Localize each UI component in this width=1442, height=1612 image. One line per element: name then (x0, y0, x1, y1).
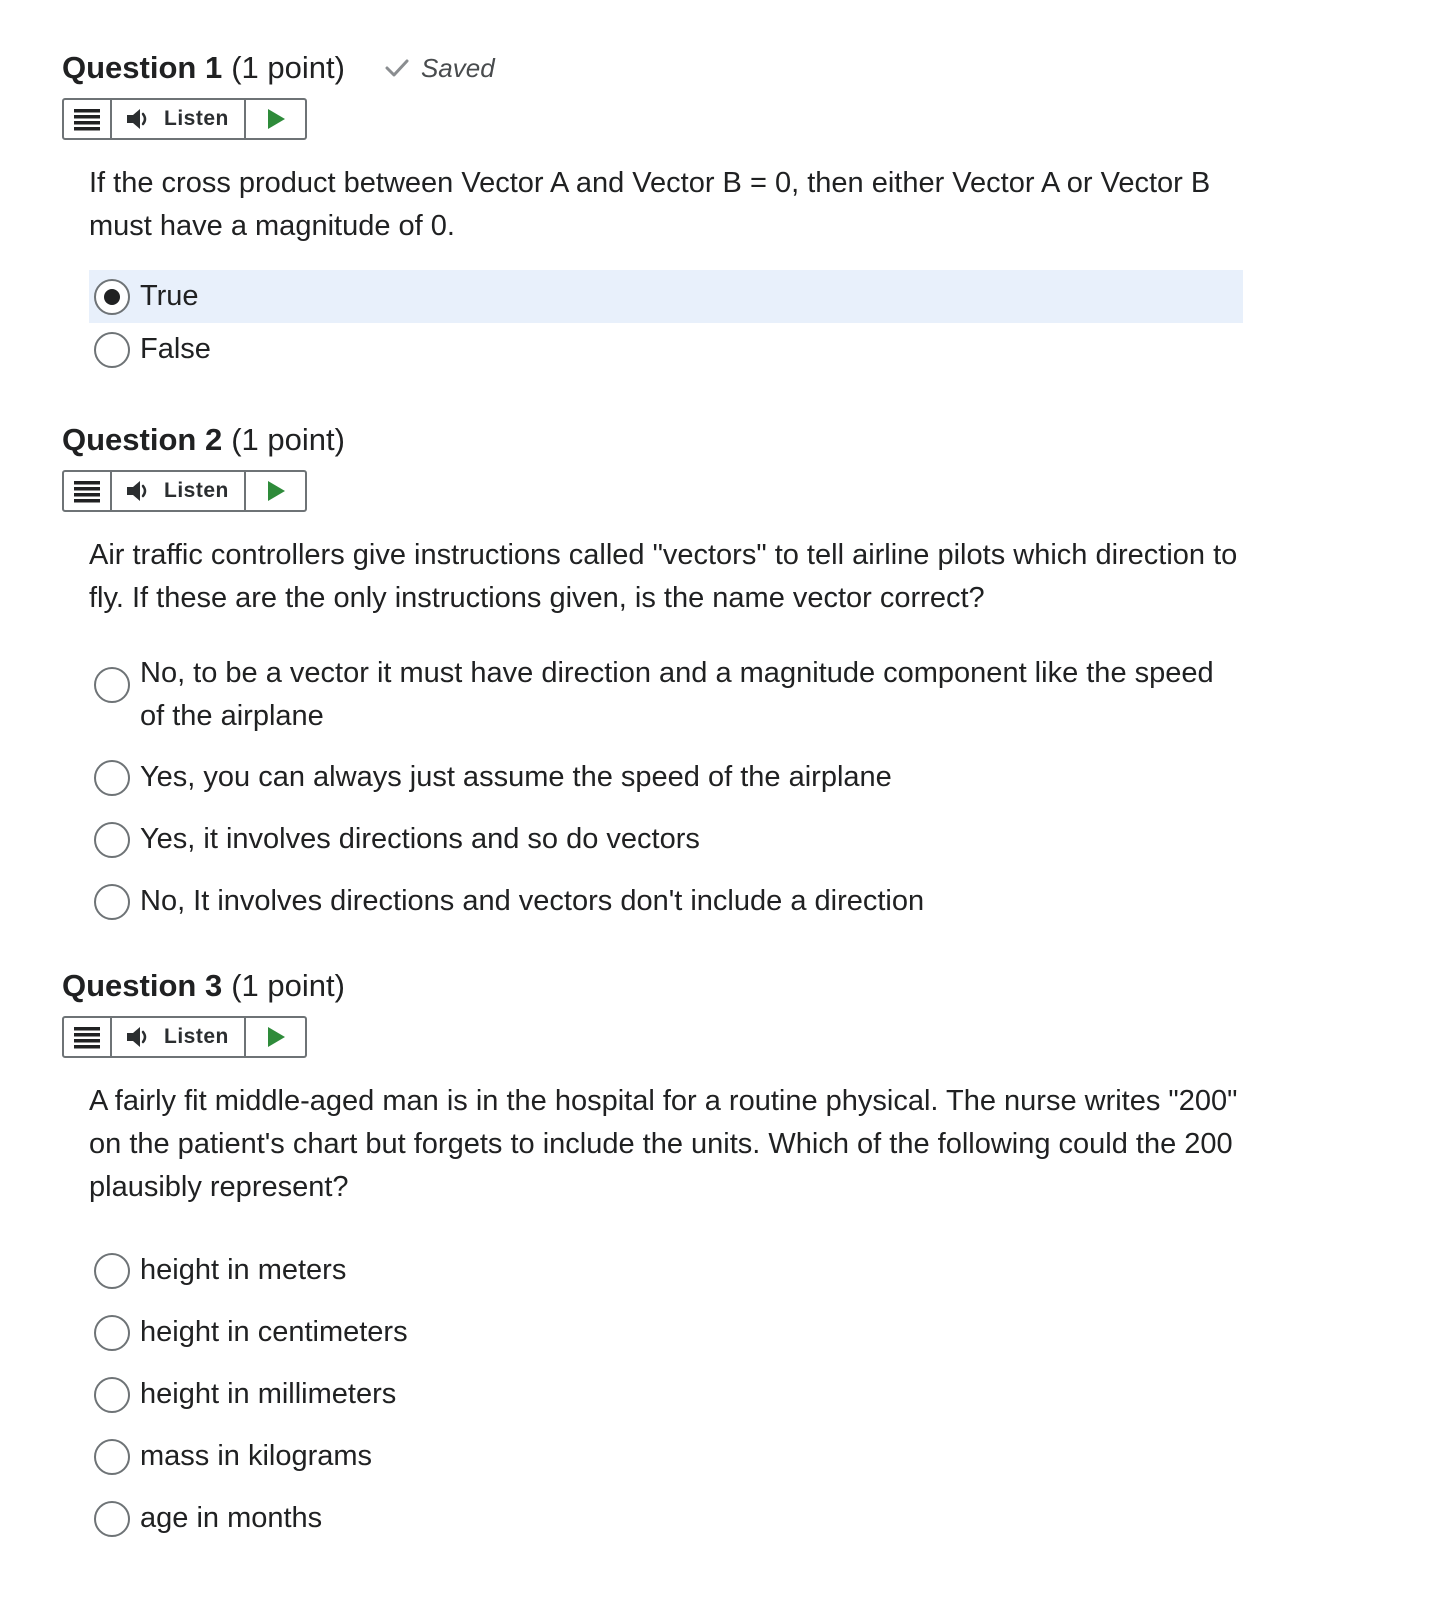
readspeaker-toolbar (62, 470, 307, 512)
question-header (62, 50, 1242, 86)
saved-status (385, 53, 495, 84)
play-icon (266, 480, 286, 502)
question-header (62, 968, 1242, 1004)
saved-label: Saved (420, 52, 495, 83)
readspeaker-menu-button[interactable] (64, 1018, 112, 1056)
answer-option[interactable] (89, 878, 1242, 940)
question-header (62, 422, 1242, 458)
answer-option[interactable] (89, 1495, 1242, 1557)
readspeaker-toolbar (62, 1016, 307, 1058)
speaker-icon (126, 1026, 152, 1048)
listen-button[interactable] (112, 472, 246, 510)
radio-button[interactable] (94, 760, 130, 796)
answer-options (89, 1247, 1242, 1557)
radio-button[interactable] (94, 1439, 130, 1475)
readspeaker-menu-button[interactable] (64, 472, 112, 510)
question-3 (62, 968, 1242, 1557)
question-points: (1 point) (231, 422, 345, 457)
answer-label: True (140, 280, 199, 312)
radio-button[interactable] (94, 1315, 130, 1351)
readspeaker-menu-button[interactable] (64, 100, 112, 138)
answer-label: height in centimeters (140, 1316, 408, 1348)
answer-label: height in millimeters (140, 1378, 397, 1410)
play-button[interactable] (246, 1018, 305, 1056)
question-1 (62, 50, 1242, 376)
question-text: Air traffic controllers give instructions called "vectors" to tell airline pilots which direction to fly. If these are the only instructions given, is the name vector correct? (89, 539, 1238, 614)
answer-option[interactable] (89, 816, 1242, 878)
listen-button[interactable] (112, 100, 246, 138)
readspeaker-toolbar (62, 98, 307, 140)
menu-icon (74, 107, 100, 131)
answer-label: age in months (140, 1502, 323, 1534)
answer-label: Yes, you can always just assume the speed of the airplane (140, 761, 892, 793)
radio-button-selected[interactable] (94, 279, 130, 315)
play-icon (266, 108, 286, 130)
listen-button[interactable] (112, 1018, 246, 1056)
answer-label: Yes, it involves directions and so do vectors (140, 823, 700, 855)
answer-option[interactable] (89, 1371, 1242, 1433)
question-title: Question 1 (62, 50, 223, 85)
speaker-icon (126, 108, 152, 130)
answer-option[interactable] (89, 754, 1242, 816)
question-points: (1 point) (231, 50, 345, 85)
radio-button[interactable] (94, 884, 130, 920)
radio-button[interactable] (94, 822, 130, 858)
menu-icon (74, 1025, 100, 1049)
listen-label: Listen (164, 107, 229, 130)
answer-options (89, 650, 1242, 940)
answer-label: height in meters (140, 1254, 347, 1286)
play-button[interactable] (246, 472, 305, 510)
listen-label: Listen (164, 479, 229, 502)
answer-label: False (140, 333, 211, 365)
radio-button[interactable] (94, 332, 130, 368)
answer-label: No, to be a vector it must have direction and a magnitude component like the speed of the airplane (140, 657, 1214, 732)
answer-option[interactable] (89, 1247, 1242, 1309)
answer-option[interactable] (89, 650, 1242, 754)
menu-icon (74, 479, 100, 503)
question-text: A fairly fit middle-aged man is in the hospital for a routine physical. The nurse writes "200" on the patient's chart but forgets to include the units. Which of the following could the 200 plausibly represent? (89, 1085, 1238, 1203)
play-button[interactable] (246, 100, 305, 138)
radio-button[interactable] (94, 1501, 130, 1537)
answer-options (89, 270, 1242, 376)
question-title: Question 3 (62, 968, 223, 1003)
answer-option-false[interactable] (89, 323, 1242, 376)
answer-label: No, It involves directions and vectors don't include a direction (140, 885, 925, 917)
answer-option-true[interactable] (89, 270, 1243, 323)
play-icon (266, 1026, 286, 1048)
answer-label: mass in kilograms (140, 1440, 373, 1472)
question-points: (1 point) (231, 968, 345, 1003)
radio-button[interactable] (94, 1253, 130, 1289)
answer-option[interactable] (89, 1433, 1242, 1495)
answer-option[interactable] (89, 1309, 1242, 1371)
checkmark-icon (385, 58, 409, 78)
speaker-icon (126, 480, 152, 502)
radio-button[interactable] (94, 1377, 130, 1413)
question-title: Question 2 (62, 422, 223, 457)
question-text: If the cross product between Vector A and Vector B = 0, then either Vector A or Vector B must have a magnitude of 0. (89, 167, 1211, 242)
question-2 (62, 422, 1242, 940)
radio-button[interactable] (94, 667, 130, 703)
listen-label: Listen (164, 1025, 229, 1048)
